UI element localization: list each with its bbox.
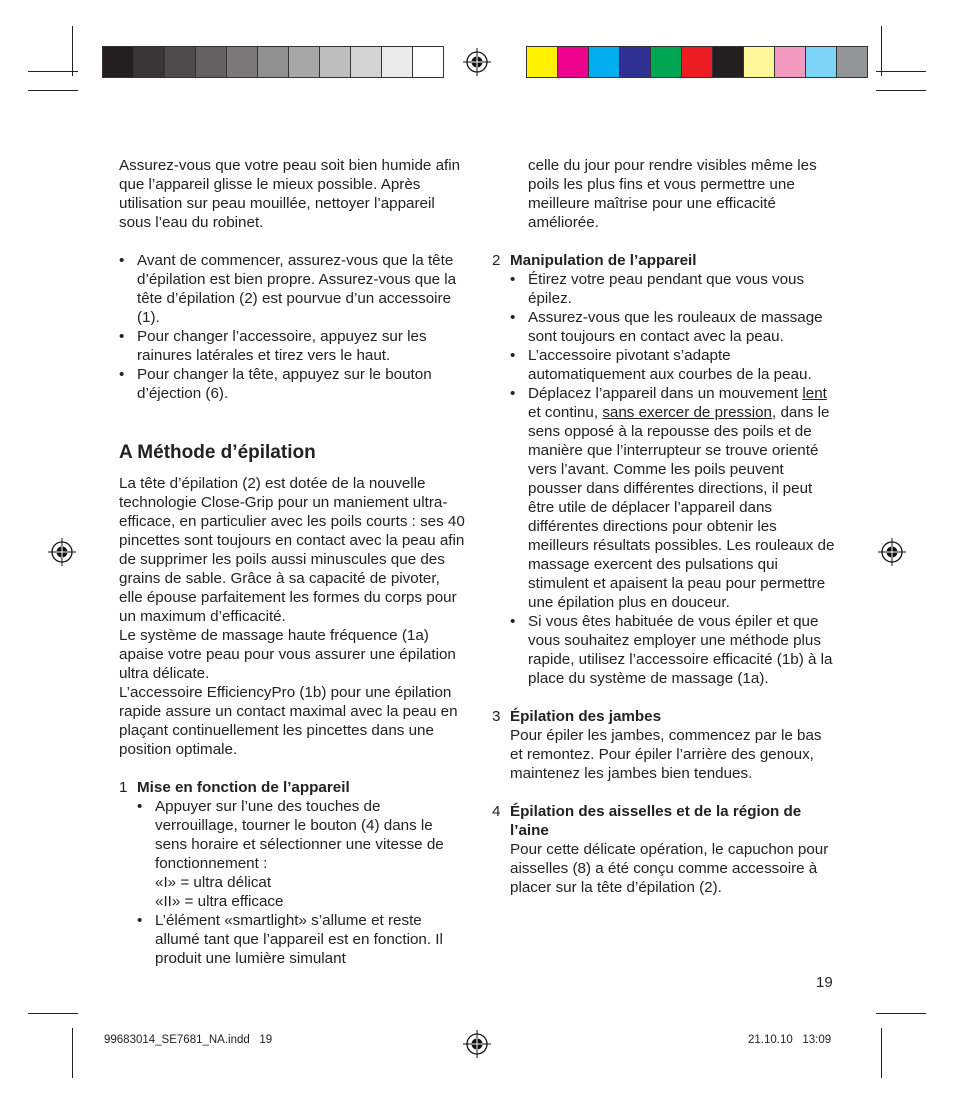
step-1: [119, 778, 465, 968]
step-2: [492, 251, 837, 688]
step-3: [492, 707, 837, 783]
color-swatch: [836, 47, 867, 77]
registration-mark-icon: [463, 48, 491, 76]
step-title: Épilation des jambes: [510, 708, 662, 725]
step-number: 1: [119, 779, 128, 796]
list-item: • Assurez-vous que les rouleaux de massage sont toujours en contact avec la peau.: [510, 308, 837, 346]
continuation-paragraph: celle du jour pour rendre visibles même les poils les plus fins et vous permettre une meilleure maîtrise pour une efficacité améliorée.: [528, 157, 817, 231]
list-item: • L’élément «smartlight» s’allume et reste allumé tant que l’appareil est en fonction. Il produit une lumière simulant: [137, 911, 465, 968]
color-swatch: [774, 47, 805, 77]
right-column: [492, 156, 837, 897]
step-title: Manipulation de l’appareil: [510, 252, 697, 269]
color-swatch: [381, 47, 412, 77]
color-swatch: [619, 47, 650, 77]
speed-ultra-efficace: «II» = ultra efficace: [155, 893, 284, 910]
step-title: Épilation des aisselles et de la région de l’aine: [510, 803, 802, 839]
list-item: • Si vous êtes habituée de vous épiler et que vous souhaitez employer une méthode plus rapide, utilisez l’accessoire efficacité (1b) à la place du système de massage (1a).: [510, 612, 837, 688]
color-swatch: [743, 47, 774, 77]
crop-mark: [28, 1013, 78, 1014]
color-swatch: [350, 47, 381, 77]
step-1-list: [137, 797, 465, 968]
color-swatch: [133, 47, 164, 77]
crop-mark: [72, 1028, 73, 1078]
registration-mark-icon: [48, 538, 76, 566]
color-swatch: [412, 47, 443, 77]
step-4: [492, 802, 837, 897]
list-item-text: Appuyer sur l’une des touches de verrouillage, tourner le bouton (4) dans le sens horaire et sélectionner une vitesse de fonctionnement :: [155, 798, 444, 872]
color-swatch: [257, 47, 288, 77]
process-color-bar: [526, 46, 868, 78]
color-swatch: [319, 47, 350, 77]
color-swatch: [103, 47, 133, 77]
list-item-text: Déplacez l’appareil dans un mouvement: [528, 385, 803, 402]
list-item: [137, 797, 465, 911]
color-swatch: [527, 47, 557, 77]
list-item: • Pour changer l’accessoire, appuyez sur les rainures latérales et tirez vers le haut.: [119, 327, 465, 365]
step-number: 2: [492, 252, 501, 269]
footer-date-info: 21.10.10 13:09: [748, 1034, 832, 1046]
crop-mark: [876, 71, 926, 72]
footer-file-info: 99683014_SE7681_NA.indd 19: [104, 1034, 273, 1046]
step-2-list: [510, 270, 837, 688]
crop-mark: [881, 26, 882, 76]
page-number: 19: [816, 974, 833, 991]
color-swatch: [805, 47, 836, 77]
underlined-text: sans exercer de pression: [602, 404, 772, 421]
intro-paragraph: Assurez-vous que votre peau soit bien humide afin que l’appareil glisse le mieux possible. Après utilisation sur peau mouillée, nettoyer l’appareil sous l’eau du robinet.: [119, 157, 461, 231]
crop-mark: [72, 26, 73, 76]
color-swatch: [681, 47, 712, 77]
list-item: • L’accessoire pivotant s’adapte automatiquement aux courbes de la peau.: [510, 346, 837, 384]
step-text: Pour cette délicate opération, le capuchon pour aisselles (8) a été conçu comme accessoire à placer sur la tête d’épilation (2).: [510, 841, 829, 896]
crop-mark: [28, 90, 78, 91]
speed-ultra-delicat: «I» = ultra délicat: [155, 874, 272, 891]
step-number: 4: [492, 803, 501, 820]
underlined-text: lent: [802, 385, 827, 402]
color-swatch: [588, 47, 619, 77]
color-swatch: [557, 47, 588, 77]
step-title: Mise en fonction de l’appareil: [137, 779, 350, 796]
crop-mark: [876, 90, 926, 91]
step-number: 3: [492, 708, 501, 725]
section-heading: A Méthode d’épilation: [119, 442, 316, 463]
preparation-list: [119, 251, 465, 403]
color-swatch: [288, 47, 319, 77]
left-column: [119, 156, 465, 968]
list-item: [510, 384, 837, 612]
registration-mark-icon: [463, 1030, 491, 1058]
list-item: • Pour changer la tête, appuyez sur le bouton d’éjection (6).: [119, 365, 465, 403]
list-item: • Étirez votre peau pendant que vous vous épilez.: [510, 270, 837, 308]
registration-mark-icon: [878, 538, 906, 566]
color-swatch: [650, 47, 681, 77]
crop-mark: [881, 1028, 882, 1078]
grayscale-color-bar: [102, 46, 444, 78]
method-paragraph: La tête d’épilation (2) est dotée de la nouvelle technologie Close-Grip pour un maniement ultra-efficace, en particulier avec les poils courts : ses 40 pincettes sont toujours en contact avec la peau afin de supprimer les poils aussi minuscules que des grains de sable. Grâce à sa capacité de pivoter, elle épouse parfaitement les formes du corps pour un maximum d’efficacité.: [119, 475, 465, 625]
crop-mark: [28, 71, 78, 72]
massage-paragraph: Le système de massage haute fréquence (1a) apaise votre peau pour vous assurer une épilation ultra délicate.: [119, 627, 456, 682]
color-swatch: [195, 47, 226, 77]
list-item-text: et continu,: [528, 404, 603, 421]
color-swatch: [164, 47, 195, 77]
efficiencypro-paragraph: L’accessoire EfficiencyPro (1b) pour une épilation rapide assure un contact maximal avec la peau en plaçant continuellement les pincettes dans une position optimale.: [119, 684, 458, 758]
step-text: Pour épiler les jambes, commencez par le bas et remontez. Pour épiler l’arrière des genoux, maintenez les jambes bien tendues.: [510, 727, 822, 782]
list-item: • Avant de commencer, assurez-vous que la tête d’épilation est bien propre. Assurez-vous que la tête d’épilation (2) est pourvue d’un accessoire (1).: [119, 251, 465, 327]
color-swatch: [226, 47, 257, 77]
color-swatch: [712, 47, 743, 77]
list-item-text: , dans le sens opposé à la repousse des poils et de manière que l’interrupteur se trouve orienté vers l’avant. Comme les poils peuvent pousser dans différentes directions, il peut être utile de déplacer l’appareil dans différentes directions pour obtenir les meilleurs résultats possibles. Les rouleaux de massage exercent des pulsations qui stimulent et apaisent la peau pour permettre une épilation plus en douceur.: [528, 404, 835, 611]
crop-mark: [876, 1013, 926, 1014]
